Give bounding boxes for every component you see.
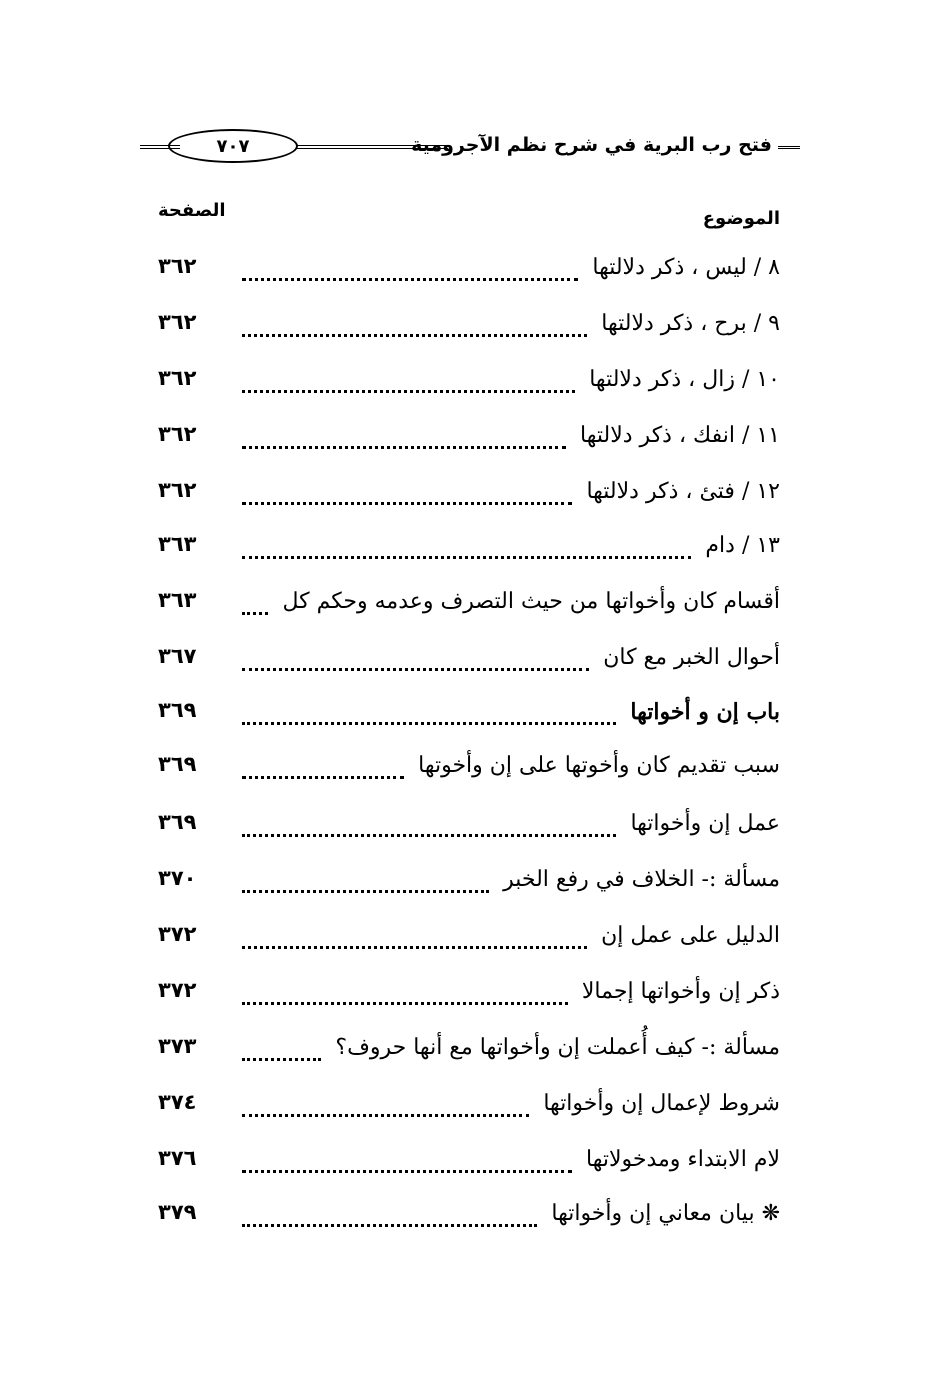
toc-leader-dots bbox=[242, 930, 587, 949]
toc-entry-title: سبب تقديم كان وأخوتها على إن وأخوتها bbox=[418, 753, 780, 778]
toc-entry-title: لام الابتداء ومدخولاتها bbox=[585, 1147, 780, 1172]
toc-page-number: ٣٦٣ bbox=[158, 532, 197, 556]
toc-page-number: ٣٦٢ bbox=[158, 478, 197, 502]
toc-entry-title: أقسام كان وأخواتها من حيث التصرف وعدمه وحكم كل bbox=[282, 589, 780, 614]
toc-entry-title: ١٢ / فتئ ، ذكر دلالتها bbox=[586, 479, 780, 504]
toc-row bbox=[140, 1140, 780, 1180]
toc-row bbox=[140, 916, 780, 956]
toc-page-number: ٣٧٤ bbox=[158, 1090, 197, 1114]
toc-leader-dots bbox=[242, 318, 587, 337]
toc-page-number: ٣٧٣ bbox=[158, 1034, 197, 1058]
page-column-heading: الصفحة bbox=[158, 200, 226, 221]
toc-leader-dots bbox=[242, 1098, 529, 1117]
toc-leader-dots bbox=[242, 1154, 572, 1173]
toc-page-number: ٣٧٦ bbox=[158, 1146, 197, 1170]
toc-leader-dots bbox=[242, 706, 616, 725]
toc-leader-dots bbox=[242, 986, 568, 1005]
toc-row bbox=[140, 746, 780, 786]
toc-leader-dots bbox=[242, 540, 691, 559]
toc-page-number: ٣٧٢ bbox=[158, 978, 197, 1002]
toc-page-number: ٣٦٩ bbox=[158, 698, 197, 722]
toc-row bbox=[140, 972, 780, 1012]
toc-entry-title: شروط لإعمال إن وأخواتها bbox=[543, 1091, 780, 1116]
toc-leader-dots bbox=[242, 374, 575, 393]
toc-entry-title: ١٠ / زال ، ذكر دلالتها bbox=[589, 367, 780, 392]
toc-row bbox=[140, 526, 780, 566]
toc-row bbox=[140, 416, 780, 456]
toc-row bbox=[140, 804, 780, 844]
toc-row bbox=[140, 304, 780, 344]
toc-leader-dots bbox=[242, 1208, 537, 1227]
toc-row bbox=[140, 472, 780, 512]
toc-page-number: ٣٦٧ bbox=[158, 644, 197, 668]
toc-leader-dots bbox=[242, 760, 404, 779]
toc-row bbox=[140, 692, 780, 732]
toc-entry-title: باب إن و أخواتها bbox=[630, 699, 780, 725]
page-number: ٧٠٧ bbox=[216, 135, 250, 157]
toc-entry-title: ١١ / انفك ، ذكر دلالتها bbox=[580, 423, 780, 448]
toc-row bbox=[140, 1194, 780, 1234]
book-title: فتح رب البرية في شرح نظم الآجرومية bbox=[411, 134, 772, 156]
toc-page-number: ٣٧٩ bbox=[158, 1200, 197, 1224]
toc-leader-dots bbox=[242, 818, 616, 837]
toc-row bbox=[140, 1028, 780, 1068]
toc-page-number: ٣٧٢ bbox=[158, 922, 197, 946]
toc-row bbox=[140, 360, 780, 400]
topic-column-heading: الموضوع bbox=[702, 208, 780, 229]
toc-row bbox=[140, 248, 780, 288]
toc-page-number: ٣٦٢ bbox=[158, 366, 197, 390]
toc-leader-dots bbox=[242, 430, 566, 449]
toc-page-number: ٣٦٢ bbox=[158, 310, 197, 334]
toc-entry-title: أحوال الخبر مع كان bbox=[603, 645, 780, 670]
toc-entry-title: مسألة :- كيف أُعملت إن وأخواتها مع أنها حروف؟ bbox=[335, 1035, 780, 1060]
toc-leader-dots bbox=[242, 596, 268, 615]
toc-entry-title: الدليل على عمل إن bbox=[601, 923, 780, 948]
toc-entry-title: ❋ بيان معاني إن وأخواتها bbox=[551, 1201, 780, 1226]
toc-row bbox=[140, 860, 780, 900]
toc-row bbox=[140, 582, 780, 622]
toc-entry-title: مسألة :- الخلاف في رفع الخبر bbox=[503, 867, 780, 892]
toc-page-number: ٣٦٢ bbox=[158, 254, 197, 278]
toc-entry-title: ١٣ / دام bbox=[705, 533, 780, 558]
toc-page-number: ٣٦٢ bbox=[158, 422, 197, 446]
toc-leader-dots bbox=[242, 1042, 321, 1061]
toc-entry-title: ذكر إن وأخواتها إجمالا bbox=[581, 979, 780, 1004]
toc-entry-title: ٩ / برح ، ذكر دلالتها bbox=[601, 311, 780, 336]
toc-leader-dots bbox=[242, 486, 572, 505]
toc-leader-dots bbox=[242, 262, 578, 281]
toc-page-number: ٣٦٩ bbox=[158, 752, 197, 776]
toc-entry-title: عمل إن وأخواتها bbox=[630, 811, 780, 836]
toc-row bbox=[140, 1084, 780, 1124]
toc-page-number: ٣٦٣ bbox=[158, 588, 197, 612]
toc-entry-title: ٨ / ليس ، ذكر دلالتها bbox=[592, 255, 780, 280]
toc-row bbox=[140, 638, 780, 678]
toc-leader-dots bbox=[242, 652, 589, 671]
toc-page-number: ٣٦٩ bbox=[158, 810, 197, 834]
toc-page-number: ٣٧٠ bbox=[158, 866, 197, 890]
toc-leader-dots bbox=[242, 874, 489, 893]
